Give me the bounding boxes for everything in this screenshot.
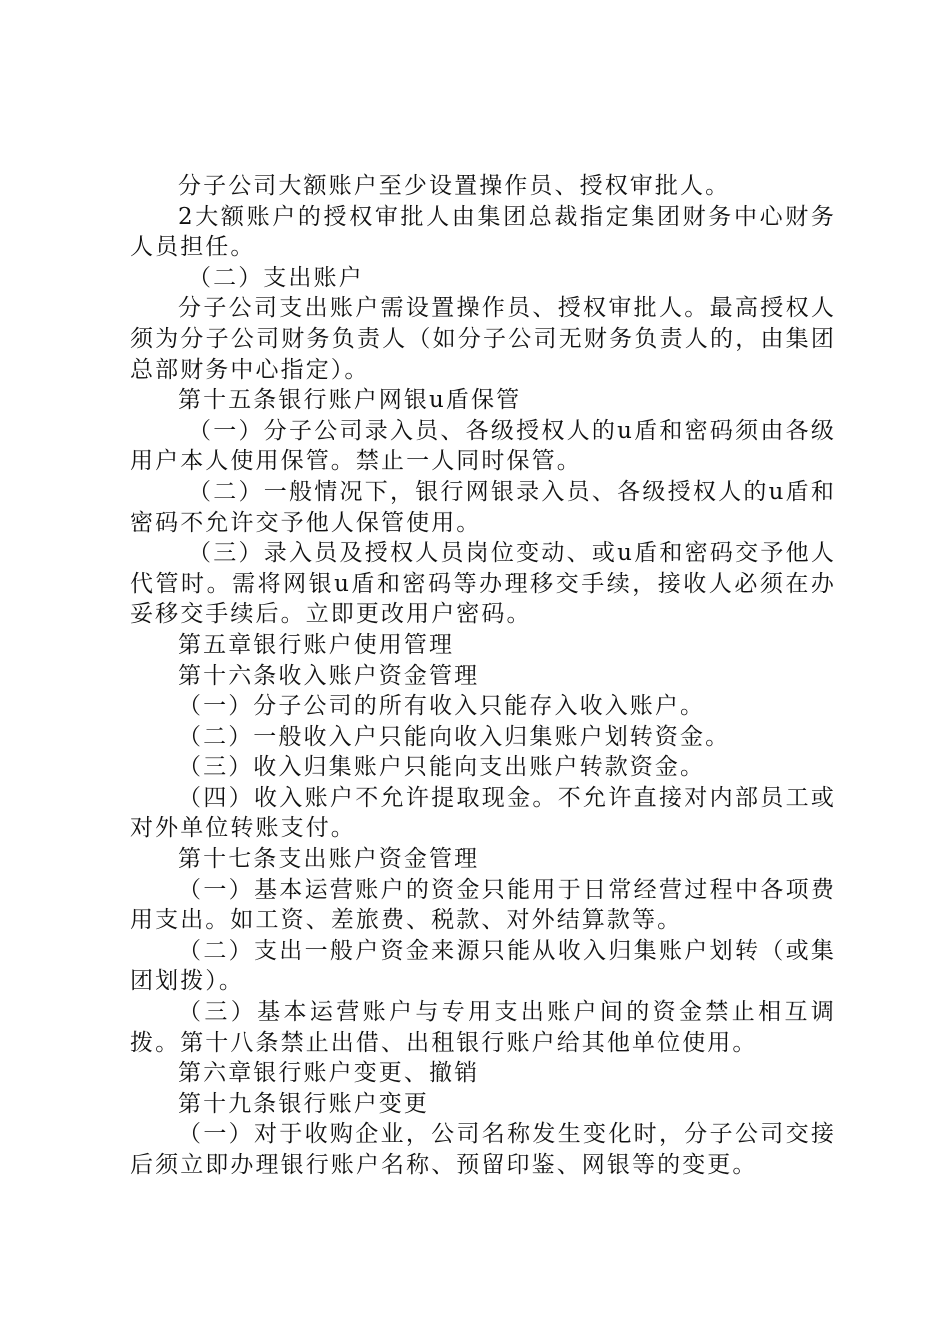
- paragraph: （四）收入账户不允许提取现金。不允许直接对内部员工或对外单位转账支付。: [130, 784, 836, 842]
- paragraph: 第十九条银行账户变更: [178, 1090, 429, 1117]
- paragraph: 第五章银行账户使用管理: [178, 631, 455, 658]
- paragraph: （一）分子公司的所有收入只能存入收入账户。: [178, 693, 706, 720]
- paragraph: （三）收入归集账户只能向支出账户转款资金。: [178, 754, 706, 781]
- paragraph: （一）基本运营账户的资金只能用于日常经营过程中各项费用支出。如工资、差旅费、税款、对外结算款等。: [130, 876, 836, 934]
- paragraph: 第六章银行账户变更、撤销: [178, 1060, 480, 1087]
- paragraph: （二）支出账户: [188, 264, 364, 291]
- paragraph: 第十七条支出账户资金管理: [178, 846, 480, 873]
- paragraph: （一）分子公司录入员、各级授权人的u盾和密码须由各级用户本人使用保管。禁止一人同时保管。: [130, 417, 836, 475]
- paragraph: （二）一般情况下，银行网银录入员、各级授权人的u盾和密码不允许交予他人保管使用。: [130, 478, 836, 536]
- paragraph: （三）基本运营账户与专用支出账户间的资金禁止相互调拨。第十八条禁止出借、出租银行账户给其他单位使用。: [130, 999, 836, 1056]
- paragraph: 第十六条收入账户资金管理: [178, 662, 480, 689]
- paragraph: 分子公司大额账户至少设置操作员、授权审批人。: [178, 173, 731, 199]
- paragraph: （二）支出一般户资金来源只能从收入归集账户划转（或集团划拨）。: [130, 937, 836, 995]
- document-body: [130, 171, 836, 1181]
- paragraph: （一）对于收购企业，公司名称发生变化时，分子公司交接后须立即办理银行账户名称、预留印鉴、网银等的变更。: [130, 1121, 836, 1178]
- paragraph: 分子公司支出账户需设置操作员、授权审批人。最高授权人须为分子公司财务负责人（如分子公司无财务负责人的，由集团总部财务中心指定）。: [130, 295, 836, 383]
- paragraph: 2大额账户的授权审批人由集团总裁指定集团财务中心财务人员担任。: [130, 203, 836, 261]
- paragraph: 第十五条银行账户网银u盾保管: [178, 387, 522, 414]
- paragraph: （二）一般收入户只能向收入归集账户划转资金。: [178, 723, 731, 750]
- paragraph: （三）录入员及授权人员岗位变动、或u盾和密码交予他人代管时。需将网银u盾和密码等办理移交手续，接收人必须在办妥移交手续后。立即更改用户密码。: [130, 540, 836, 628]
